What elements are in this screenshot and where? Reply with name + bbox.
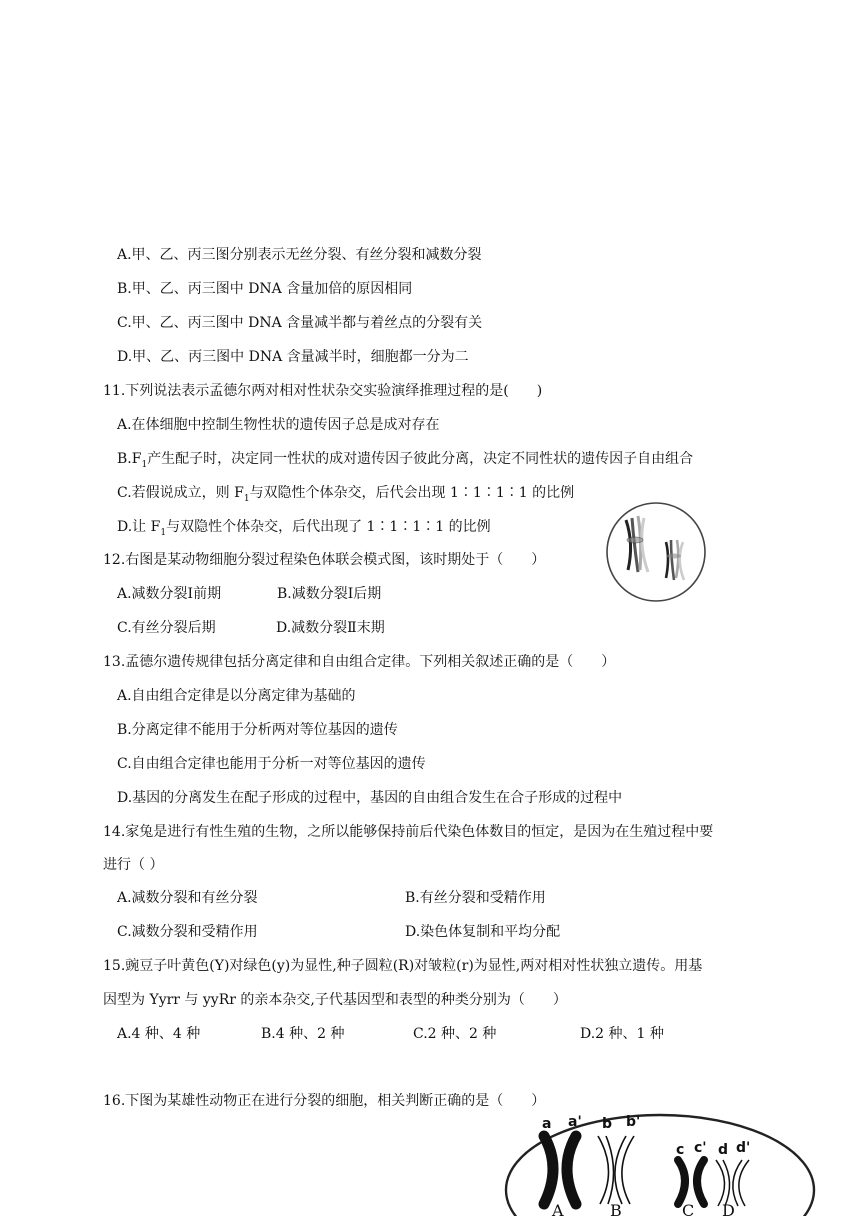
q13-option-d: D.基因的分离发生在配子形成的过程中，基因的自由组合发生在合子形成的过程中 [117, 790, 623, 806]
label-d: d [718, 1142, 729, 1158]
q15-stem-line2: 因型为 Yyrr 与 yyRr 的亲本杂交,子代基因型和表型的种类分别为（ ） [103, 992, 567, 1008]
q16-stem: 16.下图为某雄性动物正在进行分裂的细胞，相关判断正确的是（ ） [103, 1093, 546, 1109]
q14-option-a: A.减数分裂和有丝分裂 [117, 890, 258, 906]
q12-option-b: B.减数分裂Ⅰ后期 [277, 586, 382, 602]
q11-option-a: A.在体细胞中控制生物性状的遗传因子总是成对存在 [117, 417, 440, 433]
label-b-prime: b' [626, 1114, 641, 1130]
q12-stem: 12.右图是某动物细胞分裂过程染色体联会模式图，该时期处于（ ） [103, 552, 546, 568]
q11-option-b: $B.F_1$产生配子时，决定同一性状的成对遗传因子彼此分离，决定不同性状的遗传因子自由组合 [117, 451, 694, 470]
q14-option-d: D.染色体复制和平均分配 [405, 924, 561, 940]
q10-option-a: A.甲、乙、丙三图分别表示无丝分裂、有丝分裂和减数分裂 [117, 247, 482, 263]
q13-option-a: A.自由组合定律是以分离定律为基础的 [117, 688, 356, 704]
q13-option-c: C.自由组合定律也能用于分析一对等位基因的遗传 [117, 756, 426, 772]
q16-cell-figure [500, 1108, 820, 1216]
label-c-prime: c' [694, 1140, 707, 1156]
label-c: c [676, 1142, 685, 1158]
q15-option-d: D.2 种、1 种 [580, 1026, 664, 1042]
q14-stem-line2: 进行（ ） [103, 857, 164, 873]
label-a-prime: a' [568, 1114, 582, 1130]
q15-option-a: A.4 种、4 种 [117, 1026, 201, 1042]
q12-option-a: A.减数分裂Ⅰ前期 [117, 586, 222, 602]
q13-stem: 13.孟德尔遗传规律包括分离定律和自由组合定律。下列相关叙述正确的是（ ） [103, 654, 616, 670]
label-chrom-b: B [610, 1201, 622, 1216]
q15-option-b: B.4 种、2 种 [261, 1026, 345, 1042]
q14-stem-line1: 14.家兔是进行有性生殖的生物，之所以能够保持前后代染色体数目的恒定，是因为在生殖过程中要 [103, 824, 714, 840]
q10-option-b: B.甲、乙、丙三图中 DNA 含量加倍的原因相同 [117, 281, 413, 297]
label-b: b [602, 1116, 613, 1132]
q14-option-b: B.有丝分裂和受精作用 [405, 890, 546, 906]
synapsis-cell-figure [604, 500, 708, 604]
label-chrom-a: A [552, 1201, 564, 1216]
label-chrom-c: C [682, 1201, 695, 1216]
q11-option-c: C.若假说成立，则 $F_1$与双隐性个体杂交，后代会出现 1∶1∶1∶1 的比例 [117, 485, 575, 504]
q14-option-c: C.减数分裂和受精作用 [117, 924, 258, 940]
q13-option-b: B.分离定律不能用于分析两对等位基因的遗传 [117, 722, 398, 738]
q15-stem-line1: 15.豌豆子叶黄色(Y)对绿色(y)为显性,种子圆粒(R)对皱粒(r)为显性,两对相对性状独立遗传。用基 [103, 958, 703, 974]
q15-option-c: C.2 种、2 种 [413, 1026, 497, 1042]
q10-option-c: C.甲、乙、丙三图中 DNA 含量减半都与着丝点的分裂有关 [117, 315, 483, 331]
q11-stem: 11.下列说法表示孟德尔两对相对性状杂交实验演绎推理过程的是( ) [103, 383, 543, 399]
q10-option-d: D.甲、乙、丙三图中 DNA 含量减半时，细胞都一分为二 [117, 349, 469, 365]
label-chrom-d: D [722, 1201, 735, 1216]
q12-option-d: D.减数分裂Ⅱ末期 [276, 620, 385, 636]
q11-option-d: D.让 $F_1$与双隐性个体杂交，后代出现了 1∶1∶1∶1 的比例 [117, 519, 491, 538]
label-a: a [542, 1116, 552, 1132]
q12-option-c: C.有丝分裂后期 [117, 620, 216, 636]
label-d-prime: d' [736, 1140, 751, 1156]
